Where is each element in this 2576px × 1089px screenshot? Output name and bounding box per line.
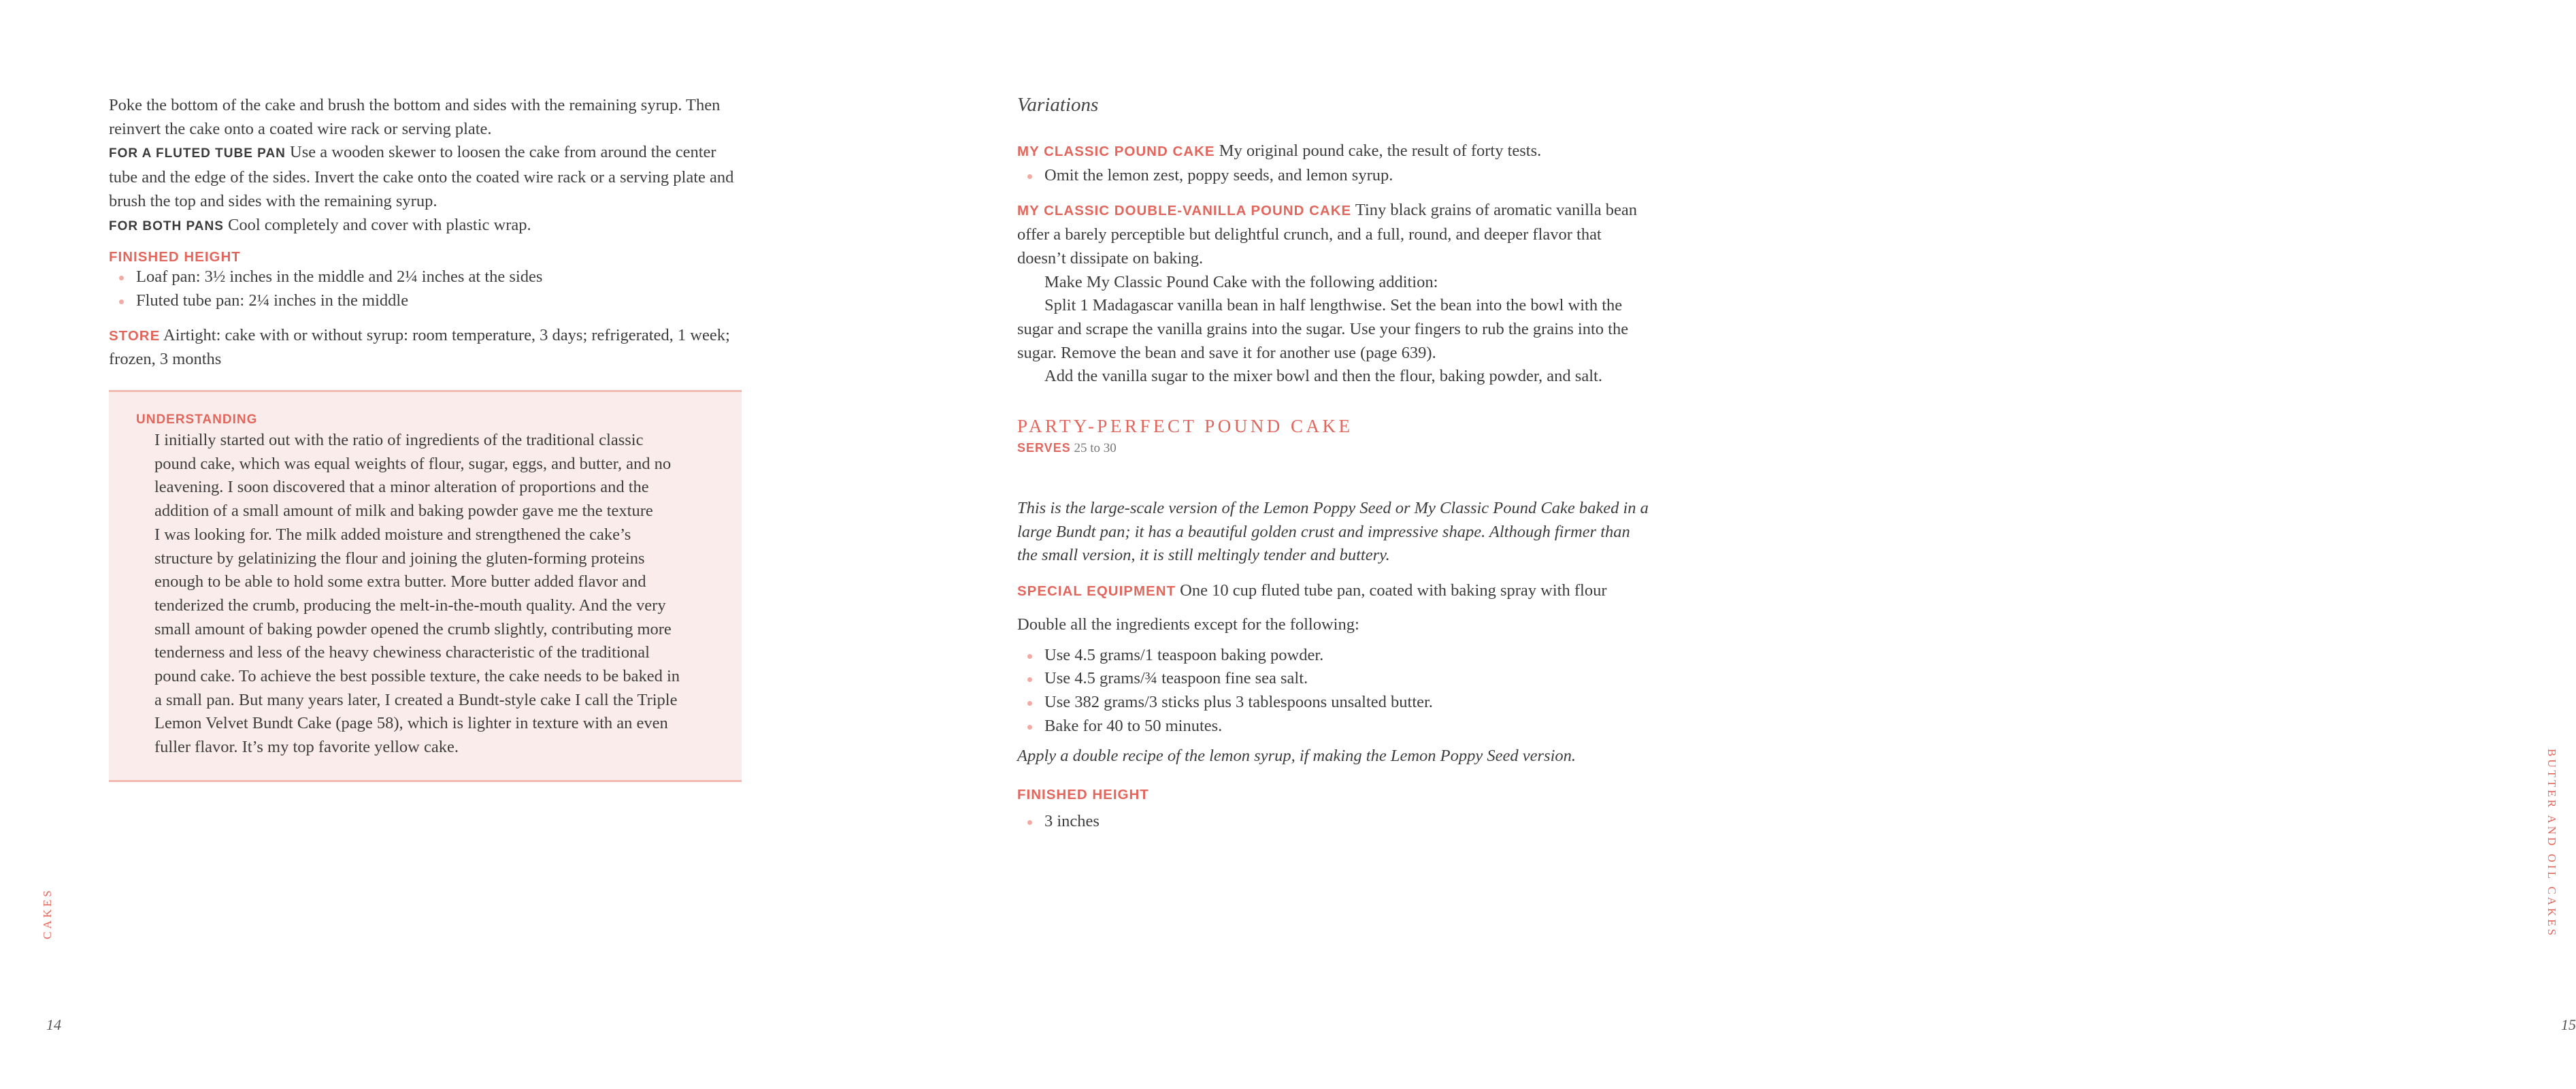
finished-height-heading: FINISHED HEIGHT [109,249,241,265]
add-line: Add the vanilla sugar to the mixer bowl and then the flour, baking powder, and salt. [1044,367,1602,386]
list-item: Use 4.5 grams/¾ teaspoon fine sea salt. [1044,667,1650,691]
classic-pound-cake-label: MY CLASSIC POUND CAKE [1017,144,1215,159]
syrup-note: Apply a double recipe of the lemon syrup, if making the Lemon Poppy Seed version. [1017,747,1576,766]
classic-list [1017,164,1650,188]
understanding-body [136,429,697,760]
finished-height-heading-right: FINISHED HEIGHT [1017,787,1149,803]
party-list [1017,644,1650,738]
both-pans-paragraph: FOR BOTH PANS Cool completely and cover with plastic wrap. [109,215,531,234]
running-head-right: BUTTER AND OIL CAKES [2545,749,2558,939]
double-ingredients-line: Double all the ingredients except for the following: [1017,615,1359,634]
list-item: Omit the lemon zest, poppy seeds, and lemon syrup. [1044,164,1650,188]
special-equipment-paragraph: SPECIAL EQUIPMENT One 10 cup fluted tube pan, coated with baking spray with flour [1017,581,1607,600]
both-pans-label: FOR BOTH PANS [109,218,224,233]
list-item: Use 4.5 grams/1 teaspoon baking powder. [1044,644,1650,668]
intro-paragraph: Poke the bottom of the cake and brush the bottom and sides with the remaining syrup. Then reinvert the cake onto a coated wire rack or serving plate. [109,96,721,138]
double-vanilla-paragraph: MY CLASSIC DOUBLE-VANILLA POUND CAKE Tiny black grains of aromatic vanilla bean offer a barely perceptible but delightful crunch, and a full, round, and deeper flavor that doesn’t dissipate on baking. [1017,201,1637,267]
page-number-right: 15 [2561,1016,2576,1033]
fluted-pan-label: FOR A FLUTED TUBE PAN [109,146,286,161]
split-paragraph: Split 1 Madagascar vanilla bean in half lengthwise. Set the bean into the bowl with the sugar and scrape the vanilla grains into the sugar. Use your fingers to rub the grains into the sugar. Remove the bean and save it for another use (page 639). [1017,296,1629,362]
understanding-text: I initially started out with the ratio of ingredients of the traditional classic pound cake, which was equal weights of flour, sugar, eggs, and butter, and no leavening. I soon discovered that a minor alteration of proportions and the addition of a small amount of milk and baking powder gave me the texture I was looking for. The milk added moisture and strengthened the cake’s structure by gelatinizing the flour and joining the gluten-forming proteins enough to be able to hold some extra butter. More butter added flavor and tenderized the crumb, producing the melt-in-the-mouth quality. And the very small amount of baking powder opened the crumb slightly, contributing more tenderness and less of the heavy chewiness characteristic of the traditional pound cake. To achieve the best possible texture, the cake needs to be baked in a small pan. But many years later, I created a Bundt-style cake I call the Triple Lemon Velvet Bundt Cake (page 58), which is lighter in texture with an even fuller flavor. It’s my top favorite yellow cake. [154,431,680,757]
left-column [109,94,742,782]
party-intro: This is the large-scale version of the Lemon Poppy Seed or My Classic Pound Cake baked in a large Bundt pan; it has a beautiful golden crust and impressive shape. Although firmer than the small version, it is still meltingly tender and buttery. [1017,499,1649,565]
classic-pound-cake-paragraph: MY CLASSIC POUND CAKE My original pound cake, the result of forty tests. [1017,142,1542,160]
fluted-pan-paragraph: FOR A FLUTED TUBE PAN Use a wooden skewer to loosen the cake from around the center tube and the edge of the sides. Invert the cake onto the coated wire rack or a serving plate and brush the top and sides with the remaining syrup. [109,143,734,210]
store-label: STORE [109,327,161,344]
variations-heading: Variations [1017,94,1099,116]
serves-line [1017,441,1650,456]
list-item: Loaf pan: 3½ inches in the middle and 2¼ inches at the sides [136,265,742,289]
list-item: Use 382 grams/3 sticks plus 3 tablespoons unsalted butter. [1044,691,1650,715]
finished-height-section [109,249,742,312]
left-page [0,0,871,1089]
make-line: Make My Classic Pound Cake with the following addition: [1044,272,1438,291]
right-page [871,0,2576,1089]
serves-value: 25 to 30 [1070,441,1117,456]
understanding-sidebar [109,390,742,782]
store-paragraph: STORE Airtight: cake with or without syrup: room temperature, 3 days; refrigerated, 1 week; frozen, 3 months [109,325,730,369]
special-equipment-label: SPECIAL EQUIPMENT [1017,583,1176,600]
page-number-left: 14 [46,1016,61,1033]
finished-height-list [109,265,742,312]
serves-label: SERVES [1017,441,1071,455]
list-item: Fluted tube pan: 2¼ inches in the middle [136,289,742,313]
double-vanilla-label: MY CLASSIC DOUBLE-VANILLA POUND CAKE [1017,203,1352,219]
finished-height-list-right [1017,810,1650,834]
right-column [1017,94,1650,834]
running-head-left: CAKES [41,888,54,939]
list-item: Bake for 40 to 50 minutes. [1044,715,1650,738]
understanding-heading: UNDERSTANDING [136,412,258,427]
list-item: 3 inches [1044,810,1650,834]
party-perfect-title: PARTY-PERFECT POUND CAKE [1017,416,1353,437]
